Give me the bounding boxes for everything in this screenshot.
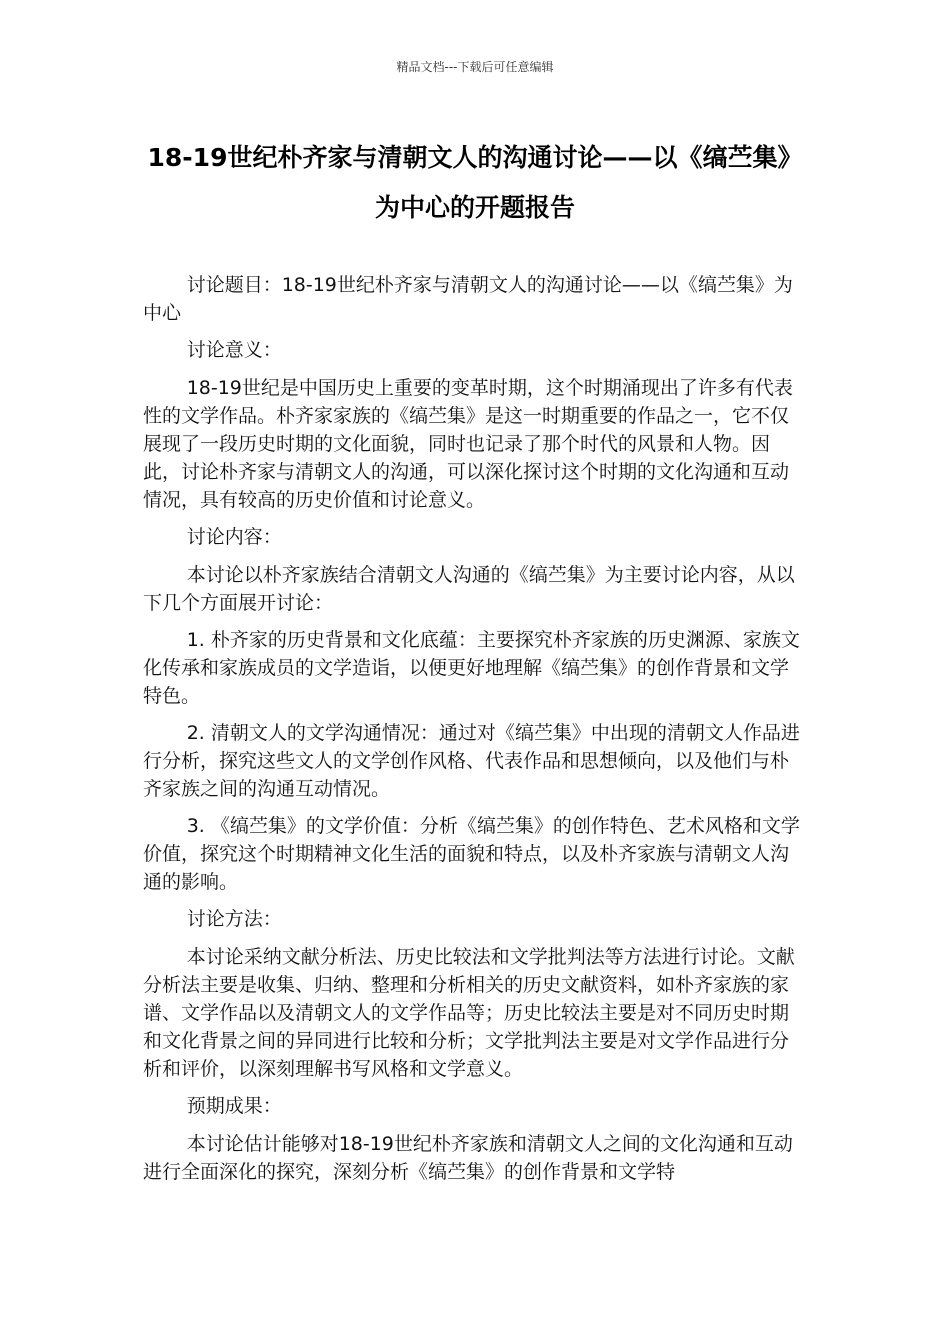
section-heading-outcome: 预期成果： — [186, 1095, 282, 1117]
paragraph-content-item-3: 3. 《缟苎集》的文学价值：分析《缟苎集》的创作特色、艺术风格和文学价值，探究这个时期精神文化生活的面貌和特点，以及朴齐家族与清朝文人沟通的影响。 — [143, 815, 800, 893]
paragraph-outcome: 本讨论估计能够对18-19世纪朴齐家族和清朝文人之间的文化沟通和互动进行全面深化的探究，深刻分析《缟苎集》的创作背景和文学特 — [143, 1133, 793, 1183]
paragraph-content-intro: 本讨论以朴齐家族结合清朝文人沟通的《缟苎集》为主要讨论内容，从以下几个方面展开讨论： — [143, 564, 795, 614]
section-heading-significance: 讨论意义： — [186, 339, 282, 361]
paragraph-content-item-1: 1. 朴齐家的历史背景和文化底蕴：主要探究朴齐家族的历史渊源、家族文化传承和家族成员的文学造诣，以便更好地理解《缟苎集》的创作背景和文学特色。 — [143, 629, 800, 707]
paragraph-method: 本讨论采纳文献分析法、历史比较法和文学批判法等方法进行讨论。文献分析法主要是收集、归纳、整理和分析相关的历史文献资料，如朴齐家族的家谱、文学作品以及清朝文人的文学作品等；历史比较法主要是对不同历史时期和文化背景之间的异同进行比较和分析；文学批判法主要是对文学作品进行分析和评价，以深刻理解书写风格和文学意义。 — [143, 946, 795, 1080]
header-note: 精品文档---下载后可任意编辑 — [396, 60, 554, 74]
document-body — [143, 271, 805, 1195]
section-heading-content: 讨论内容： — [186, 526, 282, 548]
document-title: 18-19世纪朴齐家与清朝文人的沟通讨论——以《缟苎集》为中心的开题报告 — [147, 143, 803, 222]
paragraph-content-item-2: 2. 清朝文人的文学沟通情况：通过对《缟苎集》中出现的清朝文人作品进行分析，探究这些文人的文学创作风格、代表作品和思想倾向，以及他们与朴齐家族之间的沟通互动情况。 — [143, 722, 800, 800]
paragraph-significance: 18-19世纪是中国历史上重要的变革时期，这个时期涌现出了许多有代表性的文学作品。朴齐家家族的《缟苎集》是这一时期重要的作品之一，它不仅展现了一段历史时期的文化面貌，同时也记录了那个时代的风景和人物。因此，讨论朴齐家与清朝文人的沟通，可以深化探讨这个时期的文化沟通和互动情况，具有较高的历史价值和讨论意义。 — [143, 377, 793, 511]
section-heading-method: 讨论方法： — [186, 908, 282, 930]
paragraph-topic: 讨论题目：18-19世纪朴齐家与清朝文人的沟通讨论——以《缟苎集》为中心 — [143, 274, 793, 324]
